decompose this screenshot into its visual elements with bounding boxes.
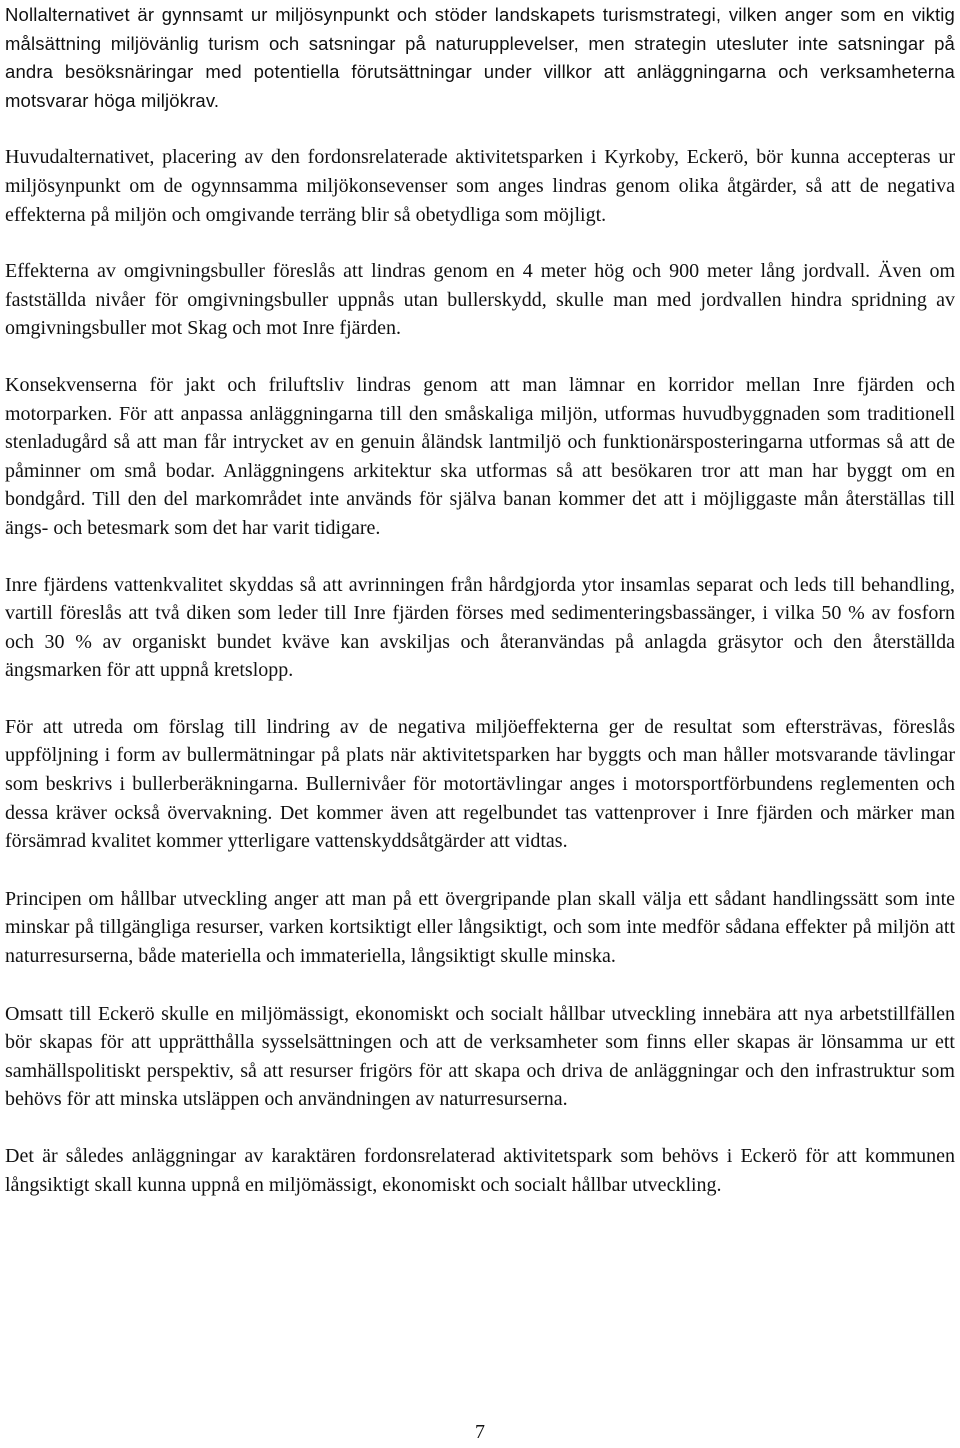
paragraph-hallbar-utveckling: Principen om hållbar utveckling anger att man på ett övergripande plan skall välja ett sådant handlingssätt som inte minskar på tillgängliga resurser, varken kortsiktigt eller långsiktigt, och som inte medför sådana effekter på miljön att naturresurserna, både materiella och immateriella, långsiktigt skulle minska.: [5, 887, 955, 968]
paragraph-slutsats: Det är således anläggningar av karaktären fordonsrelaterad aktivitetspark som behövs i Eckerö för att kommunen långsiktigt skall kunna uppnå en miljömässigt, ekonomiskt och socialt hållbar utveckling.: [5, 1145, 955, 1196]
paragraph-huvudalternativet: Huvudalternativet, placering av den fordonsrelaterade aktivitetsparken i Kyrkoby, Eckerö, bör kunna accepteras ur miljösynpunkt om de ogynnsamma miljökonsevenser som anges lindras genom olika åtgärder, så att de negativa effekterna på miljön och omgivande terräng blir så obetydliga som möjligt.: [5, 146, 955, 226]
page-number: 7: [475, 1421, 485, 1443]
paragraph-eckero: Omsatt till Eckerö skulle en miljömässigt, ekonomiskt och socialt hållbar utveckling innebära att nya arbetstillfällen bör skapas för att upprätthålla sysselsättningen och att de verksamheter som finns eller skapas är lönsamma ur ett samhällspolitiskt perspektiv, så att resurser frigörs för att skapa och driva de anläggningar och den infrastruktur som behövs för att minska utsläppen och användningen av naturresurserna.: [5, 1002, 955, 1111]
paragraph-nollalternativet: Nollalternativet är gynnsamt ur miljösynpunkt och stöder landskapets turismstrategi, vilken anger som en viktig målsättning miljövänlig turism och satsningar på naturupplevelser, men strategin utesluter inte satsningar på andra besöksnäringar med potentiella förutsättningar under villkor att anläggningarna och verksamheterna motsvarar höga miljökrav.: [5, 4, 955, 111]
document-page: [5, 0, 955, 1448]
paragraph-vattenkvalitet: Inre fjärdens vattenkvalitet skyddas så att avrinningen från hårdgjorda ytor insamlas separat och leds till behandling, vartill föreslås att två diken som leder till Inre fjärden förses med sedimenteringsbassänger, i vilka 50 % av fosforn och 30 % av organiskt bundet kväve kan avskiljas och återanvändas på anlagda gräsytor och den återställda ängsmarken för att uppnå kretslopp.: [5, 573, 955, 682]
paragraph-jakt-friluftsliv: Konsekvenserna för jakt och friluftsliv lindras genom att man lämnar en korridor mellan Inre fjärden och motorparken. För att anpassa anläggningarna till den småskaliga miljön, utformas huvudbyggnaden som traditionell stenladugård så att man får intrycket av en genuin åländsk lantmiljö och funktionärsposteringarna utformas så att de påminner om små bodar. Anläggningens arkitektur ska utformas så att besökaren tror att man har byggt om en bondgård. Till den del markområdet inte används för själva banan kommer det att i möjliggaste mån återställas till ängs- och betesmark som det har varit tidigare.: [5, 373, 955, 539]
paragraph-omgivningsbuller: Effekterna av omgivningsbuller föreslås att lindras genom en 4 meter hög och 900 meter lång jordvall. Även om fastställda nivåer för omgivningsbuller uppnås utan bullerskydd, skulle man med jordvallen hindra spridning av omgivningsbuller mot Skag och mot Inre fjärden.: [5, 260, 955, 340]
paragraph-uppfoljning: För att utreda om förslag till lindring av de negativa miljöeffekterna ger de resultat som eftersträvas, föreslås uppföljning i form av bullermätningar på plats när aktivitetsparken har byggts och man håller motsvarande tävlingar som beskrivs i bullerberäkningarna. Bullernivåer för motortävlingar anges i motorsportförbundens reglementen och dessa kräver också övervakning. Det kommer även att regelbundet tas vattenprover i Inre fjärden och märker man försämrad kvalitet kommer ytterligare vattenskyddsåtgärder att vidtas.: [5, 715, 955, 853]
